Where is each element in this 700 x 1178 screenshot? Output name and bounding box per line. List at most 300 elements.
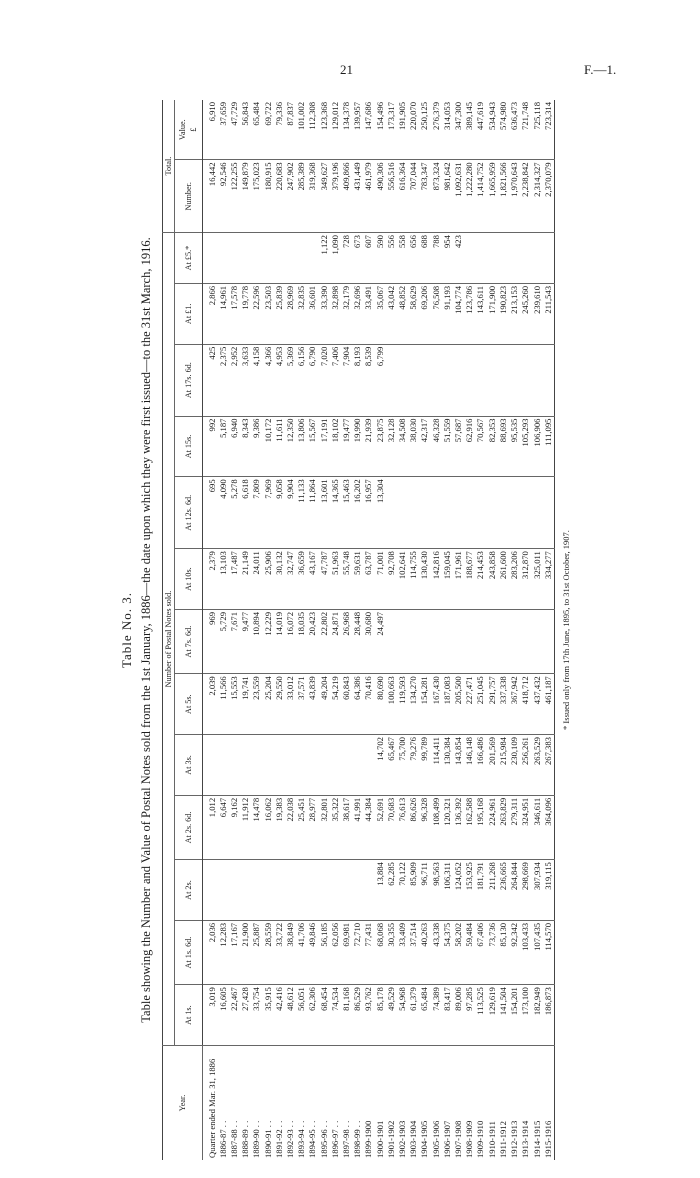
value-cell: 25,839 <box>274 283 285 344</box>
value-cell: 86,626 <box>408 795 419 859</box>
year-cell: 1894-95 . . <box>307 1120 318 1158</box>
table-row <box>509 100 520 1160</box>
value-cell: 95,535 <box>509 416 520 477</box>
table-row <box>352 100 363 1160</box>
table-row <box>464 100 475 1160</box>
value-cell: 16,605 <box>218 985 229 1046</box>
value-cell <box>475 477 486 549</box>
value-cell: 18,035 <box>296 609 307 673</box>
value-cell: 1,122 <box>319 233 330 284</box>
value-cell: 32,898 <box>330 283 341 344</box>
value-cell: 61,379 <box>408 985 419 1046</box>
value-cell <box>442 477 453 549</box>
value-cell: 22,467 <box>229 985 240 1046</box>
value-cell <box>543 609 555 673</box>
column-header: Number. <box>175 160 202 233</box>
value-cell: 73,736 <box>487 920 498 984</box>
value-cell: 146,148 <box>464 735 475 796</box>
pound-sign: £ <box>189 127 199 132</box>
value-cell: 8,539 <box>363 344 374 416</box>
value-cell: 134,270 <box>408 674 419 735</box>
value-cell: 142,816 <box>431 549 442 610</box>
value-cell: 32,801 <box>319 795 330 859</box>
value-cell <box>543 344 555 416</box>
value-cell <box>419 477 430 549</box>
value-cell: 43,338 <box>431 920 442 984</box>
table-number: Table No. 3. <box>119 591 134 669</box>
value-cell <box>532 609 543 673</box>
value-cell <box>487 477 498 549</box>
value-cell: 129,012 <box>330 100 341 160</box>
value-cell: 224,961 <box>487 795 498 859</box>
value-cell: 6,799 <box>375 344 386 416</box>
value-cell <box>475 344 486 416</box>
value-cell: 154,201 <box>509 985 520 1046</box>
value-cell: 38,849 <box>285 920 296 984</box>
value-cell: 119,593 <box>397 674 408 735</box>
value-cell: 69,722 <box>263 100 274 160</box>
value-cell: 106,906 <box>532 416 543 477</box>
value-cell: 85,130 <box>498 920 509 984</box>
value-cell: 379,196 <box>330 160 341 233</box>
value-cell <box>307 860 318 921</box>
value-cell: 33,409 <box>397 920 408 984</box>
value-cell: 461,187 <box>543 674 555 735</box>
value-cell: 6,910 <box>202 100 218 160</box>
year-cell: 1914-1915 <box>531 1120 542 1158</box>
value-cell <box>240 233 251 284</box>
column-header: At 1s. 6d. <box>175 920 202 984</box>
column-header: At 7s. 6d. <box>175 609 202 673</box>
value-cell: 7,020 <box>319 344 330 416</box>
value-cell: 67,406 <box>475 920 486 984</box>
value-cell: 173,100 <box>520 985 531 1046</box>
value-cell: 590 <box>375 233 386 284</box>
value-cell: 556,516 <box>386 160 397 233</box>
value-cell: 656 <box>408 233 419 284</box>
value-cell: 24,871 <box>330 609 341 673</box>
value-cell <box>397 609 408 673</box>
value-cell: 34,508 <box>397 416 408 477</box>
value-cell <box>487 344 498 416</box>
value-cell <box>397 477 408 549</box>
value-cell: 245,260 <box>520 283 531 344</box>
value-cell: 162,588 <box>464 795 475 859</box>
year-cell: 1890-91 . . <box>262 1120 273 1158</box>
value-cell: 4,366 <box>263 344 274 416</box>
value-cell: 32,696 <box>352 283 363 344</box>
value-cell: 111,095 <box>543 416 555 477</box>
value-cell: 728 <box>341 233 352 284</box>
value-cell: 215,984 <box>498 735 509 796</box>
value-cell: 181,791 <box>475 860 486 921</box>
value-cell: 56,051 <box>296 985 307 1046</box>
value-cell: 55,748 <box>341 549 352 610</box>
value-cell: 447,619 <box>475 100 486 160</box>
value-cell: 312,870 <box>520 549 531 610</box>
value-cell: 236,665 <box>498 860 509 921</box>
value-cell: 62,306 <box>307 985 318 1046</box>
value-cell: 96,328 <box>419 795 430 859</box>
value-cell <box>408 609 419 673</box>
value-cell: 5,187 <box>218 416 229 477</box>
value-cell: 79,336 <box>274 100 285 160</box>
value-cell: 85,909 <box>408 860 419 921</box>
value-cell: 2,379 <box>202 549 218 610</box>
value-cell: 695 <box>202 477 218 549</box>
year-cell: 1889-90 . . <box>251 1120 262 1158</box>
value-cell: 77,431 <box>363 920 374 984</box>
value-cell: 13,601 <box>319 477 330 549</box>
value-cell: 17,191 <box>319 416 330 477</box>
value-cell: 14,702 <box>375 735 386 796</box>
value-cell <box>464 344 475 416</box>
value-cell <box>296 860 307 921</box>
value-cell: 120,321 <box>442 795 453 859</box>
value-cell: 10,172 <box>263 416 274 477</box>
value-cell: 230,109 <box>509 735 520 796</box>
year-header: Year. <box>163 1046 203 1161</box>
value-cell <box>307 233 318 284</box>
value-cell: 334,277 <box>543 549 555 610</box>
value-cell: 723,314 <box>543 100 555 160</box>
value-cell <box>363 735 374 796</box>
value-cell: 2,866 <box>202 283 218 344</box>
value-cell: 101,002 <box>296 100 307 160</box>
value-cell: 80,690 <box>375 674 386 735</box>
value-cell: 8,193 <box>352 344 363 416</box>
value-cell: 195,168 <box>475 795 486 859</box>
value-cell: 2,314,327 <box>532 160 543 233</box>
value-cell: 285,389 <box>296 160 307 233</box>
value-cell: 10,894 <box>251 609 262 673</box>
value-cell: 167,430 <box>431 674 442 735</box>
value-cell: 607 <box>363 233 374 284</box>
value-cell: 153,925 <box>464 860 475 921</box>
value-cell <box>464 477 475 549</box>
year-cell: 1899-1900 <box>363 1120 374 1158</box>
column-header: At 10s. <box>175 549 202 610</box>
year-cell: Quarter ended Mar. 31, 1886 <box>206 1058 217 1158</box>
value-cell: 93,762 <box>363 985 374 1046</box>
value-cell: 123,786 <box>464 283 475 344</box>
value-cell <box>509 609 520 673</box>
value-cell: 182,949 <box>532 985 543 1046</box>
value-cell: 20,423 <box>307 609 318 673</box>
value-cell: 35,322 <box>330 795 341 859</box>
value-cell <box>453 477 464 549</box>
value-cell: 2,952 <box>229 344 240 416</box>
value-cell: 190,823 <box>498 283 509 344</box>
value-cell: 2,375 <box>218 344 229 416</box>
value-cell: 2,036 <box>202 920 218 984</box>
value-cell: 36,659 <box>296 549 307 610</box>
value-cell: 68,068 <box>375 920 386 984</box>
value-cell: 11,133 <box>296 477 307 549</box>
value-cell <box>498 233 509 284</box>
value-cell: 114,411 <box>431 735 442 796</box>
value-cell: 15,553 <box>229 674 240 735</box>
value-cell <box>408 477 419 549</box>
value-cell: 725,118 <box>532 100 543 160</box>
value-cell: 2,238,842 <box>520 160 531 233</box>
value-cell <box>352 860 363 921</box>
value-cell: 7,809 <box>251 477 262 549</box>
value-cell: 64,386 <box>352 674 363 735</box>
value-cell: 418,712 <box>520 674 531 735</box>
value-cell: 113,525 <box>475 985 486 1046</box>
value-cell: 247,902 <box>285 160 296 233</box>
year-cell: 1893-94 . . <box>296 1120 307 1158</box>
value-cell: 16,202 <box>352 477 363 549</box>
value-cell: 74,389 <box>431 985 442 1046</box>
year-cell: 1892-93 . . <box>285 1120 296 1158</box>
value-cell: 1,222,280 <box>464 160 475 233</box>
value-cell: 12,229 <box>263 609 274 673</box>
column-header: At 2s. <box>175 860 202 921</box>
table-row <box>330 100 341 1160</box>
value-cell: 276,379 <box>431 100 442 160</box>
value-cell <box>419 344 430 416</box>
value-cell: 15,463 <box>341 477 352 549</box>
value-cell: 688 <box>419 233 430 284</box>
value-cell: 65,467 <box>386 735 397 796</box>
value-cell <box>240 735 251 796</box>
value-cell <box>464 609 475 673</box>
value-cell: 211,268 <box>487 860 498 921</box>
rotated-table-block <box>115 100 689 1160</box>
value-cell: 134,378 <box>341 100 352 160</box>
value-cell <box>419 609 430 673</box>
value-cell <box>263 735 274 796</box>
year-cell: 1891-92 . . <box>273 1120 284 1158</box>
value-cell: 48,852 <box>397 283 408 344</box>
value-cell: 23,559 <box>251 674 262 735</box>
value-cell <box>251 233 262 284</box>
value-cell: 6,647 <box>218 795 229 859</box>
value-cell: 15,567 <box>307 416 318 477</box>
value-cell <box>229 735 240 796</box>
value-cell <box>442 609 453 673</box>
value-cell <box>341 735 352 796</box>
value-cell: 250,125 <box>419 100 430 160</box>
value-cell: 13,806 <box>296 416 307 477</box>
value-cell: 102,641 <box>397 549 408 610</box>
value-cell: 279,311 <box>509 795 520 859</box>
value-cell: 220,683 <box>274 160 285 233</box>
value-cell: 180,915 <box>263 160 274 233</box>
value-cell: 19,477 <box>341 416 352 477</box>
value-cell: 32,179 <box>341 283 352 344</box>
value-cell <box>532 344 543 416</box>
value-cell: 44,384 <box>363 795 374 859</box>
value-cell: 12,283 <box>218 920 229 984</box>
value-cell: 54,219 <box>330 674 341 735</box>
table-row <box>386 100 397 1160</box>
column-header: At £5.* <box>175 233 202 284</box>
value-cell: 17,578 <box>229 283 240 344</box>
value-cell: 251,045 <box>475 674 486 735</box>
value-cell: 88,693 <box>498 416 509 477</box>
value-cell <box>532 477 543 549</box>
value-cell: 981,642 <box>442 160 453 233</box>
value-cell: 263,829 <box>498 795 509 859</box>
value-cell <box>202 860 218 921</box>
value-cell: 130,430 <box>419 549 430 610</box>
value-cell <box>202 233 218 284</box>
value-cell: 783,347 <box>419 160 430 233</box>
table-row <box>341 100 352 1160</box>
value-cell: 1,821,566 <box>498 160 509 233</box>
value-cell: 21,939 <box>363 416 374 477</box>
value-cell: 314,053 <box>442 100 453 160</box>
value-cell <box>386 609 397 673</box>
table-row <box>487 100 498 1160</box>
value-cell: 243,858 <box>487 549 498 610</box>
value-cell: 38,030 <box>408 416 419 477</box>
value-cell: 636,473 <box>509 100 520 160</box>
notes-sold-group-header: Number of Postal Notes sold. <box>163 233 175 1046</box>
value-cell: 364,096 <box>543 795 555 859</box>
value-cell: 51,963 <box>330 549 341 610</box>
table-row <box>229 100 240 1160</box>
value-cell: 159,045 <box>442 549 453 610</box>
value-cell: 86,529 <box>352 985 363 1046</box>
value-cell: 59,631 <box>352 549 363 610</box>
value-cell: 37,659 <box>218 100 229 160</box>
value-cell: 14,961 <box>218 283 229 344</box>
value-cell: 6,790 <box>307 344 318 416</box>
value-cell: 188,677 <box>464 549 475 610</box>
value-cell: 56,843 <box>240 100 251 160</box>
value-cell: 42,317 <box>419 416 430 477</box>
value-cell <box>498 477 509 549</box>
table-row <box>498 100 509 1160</box>
value-cell: 76,613 <box>397 795 408 859</box>
value-cell: 65,484 <box>419 985 430 1046</box>
value-cell: 76,508 <box>431 283 442 344</box>
value-cell: 49,204 <box>319 674 330 735</box>
value-cell: 70,122 <box>397 860 408 921</box>
value-cell: 48,612 <box>285 985 296 1046</box>
value-cell: 324,951 <box>520 795 531 859</box>
value-cell: 171,900 <box>487 283 498 344</box>
document-reference: F.—1. <box>584 62 617 77</box>
value-cell: 147,686 <box>363 100 374 160</box>
value-cell <box>251 735 262 796</box>
value-cell: 33,754 <box>251 985 262 1046</box>
value-cell: 46,328 <box>431 416 442 477</box>
value-cell: 186,873 <box>543 985 555 1046</box>
value-cell: 431,449 <box>352 160 363 233</box>
value-cell: 319,368 <box>307 160 318 233</box>
value-cell: 47,729 <box>229 100 240 160</box>
page-number: 21 <box>340 62 353 77</box>
value-cell: 41,706 <box>296 920 307 984</box>
table-row <box>202 100 218 1160</box>
value-cell: 25,906 <box>263 549 274 610</box>
value-cell: 13,304 <box>375 477 386 549</box>
year-cell: 1886-87 . . <box>217 1120 228 1158</box>
value-cell: 105,293 <box>520 416 531 477</box>
column-header: At 1s. <box>175 985 202 1046</box>
year-cell: 1910-1911 <box>486 1121 497 1158</box>
value-cell: 3,019 <box>202 985 218 1046</box>
value-cell: 103,433 <box>520 920 531 984</box>
value-cell: 17,167 <box>229 920 240 984</box>
value-cell: 21,149 <box>240 549 251 610</box>
value-cell: 319,115 <box>543 860 555 921</box>
value-cell: 40,263 <box>419 920 430 984</box>
value-cell: 37,514 <box>408 920 419 984</box>
value-cell <box>319 735 330 796</box>
value-cell: 4,158 <box>251 344 262 416</box>
value-cell: 337,338 <box>498 674 509 735</box>
column-header: At 3s. <box>175 735 202 796</box>
value-cell: 616,364 <box>397 160 408 233</box>
value-cell: 26,968 <box>341 609 352 673</box>
year-cell: 1904-1905 <box>419 1120 430 1158</box>
value-cell <box>498 609 509 673</box>
value-cell: 211,543 <box>543 283 555 344</box>
value-cell: 32,747 <box>285 549 296 610</box>
value-cell: 59,484 <box>464 920 475 984</box>
value-cell: 1,665,959 <box>487 160 498 233</box>
value-cell: 347,300 <box>453 100 464 160</box>
value-cell: 992 <box>202 416 218 477</box>
year-cell: 1915-1916 <box>542 1120 553 1158</box>
table-row <box>251 100 262 1160</box>
value-cell <box>520 344 531 416</box>
value-cell: 62,285 <box>386 860 397 921</box>
value-cell: 19,990 <box>352 416 363 477</box>
value-cell: 558 <box>397 233 408 284</box>
value-cell: 325,011 <box>532 549 543 610</box>
value-cell: 58,202 <box>453 920 464 984</box>
value-cell: 1,414,752 <box>475 160 486 233</box>
value-cell: 32,835 <box>296 283 307 344</box>
column-header: At £1. <box>175 283 202 344</box>
value-cell: 83,417 <box>442 985 453 1046</box>
value-cell <box>285 735 296 796</box>
value-cell <box>498 344 509 416</box>
value-cell <box>319 860 330 921</box>
value-cell: 24,011 <box>251 549 262 610</box>
value-cell: 349,627 <box>319 160 330 233</box>
value-cell: 201,569 <box>487 735 498 796</box>
value-cell: 19,741 <box>240 674 251 735</box>
total-group-header: Total. <box>163 100 175 233</box>
value-cell: 136,392 <box>453 795 464 859</box>
value-cell <box>218 233 229 284</box>
value-cell: 92,546 <box>218 160 229 233</box>
column-header: At 12s. 6d. <box>175 477 202 549</box>
value-cell: 191,905 <box>397 100 408 160</box>
value-cell: 69,981 <box>341 920 352 984</box>
value-cell <box>464 233 475 284</box>
value-cell: 114,570 <box>543 920 555 984</box>
value-cell: 19,778 <box>240 283 251 344</box>
value-cell <box>509 233 520 284</box>
value-cell: 14,478 <box>251 795 262 859</box>
table-row <box>285 100 296 1160</box>
value-cell: 6,618 <box>240 477 251 549</box>
value-cell: 721,748 <box>520 100 531 160</box>
table-row <box>543 100 555 1160</box>
value-cell: 62,916 <box>464 416 475 477</box>
year-cell: 1905-1906 <box>430 1120 441 1158</box>
table-row <box>263 100 274 1160</box>
